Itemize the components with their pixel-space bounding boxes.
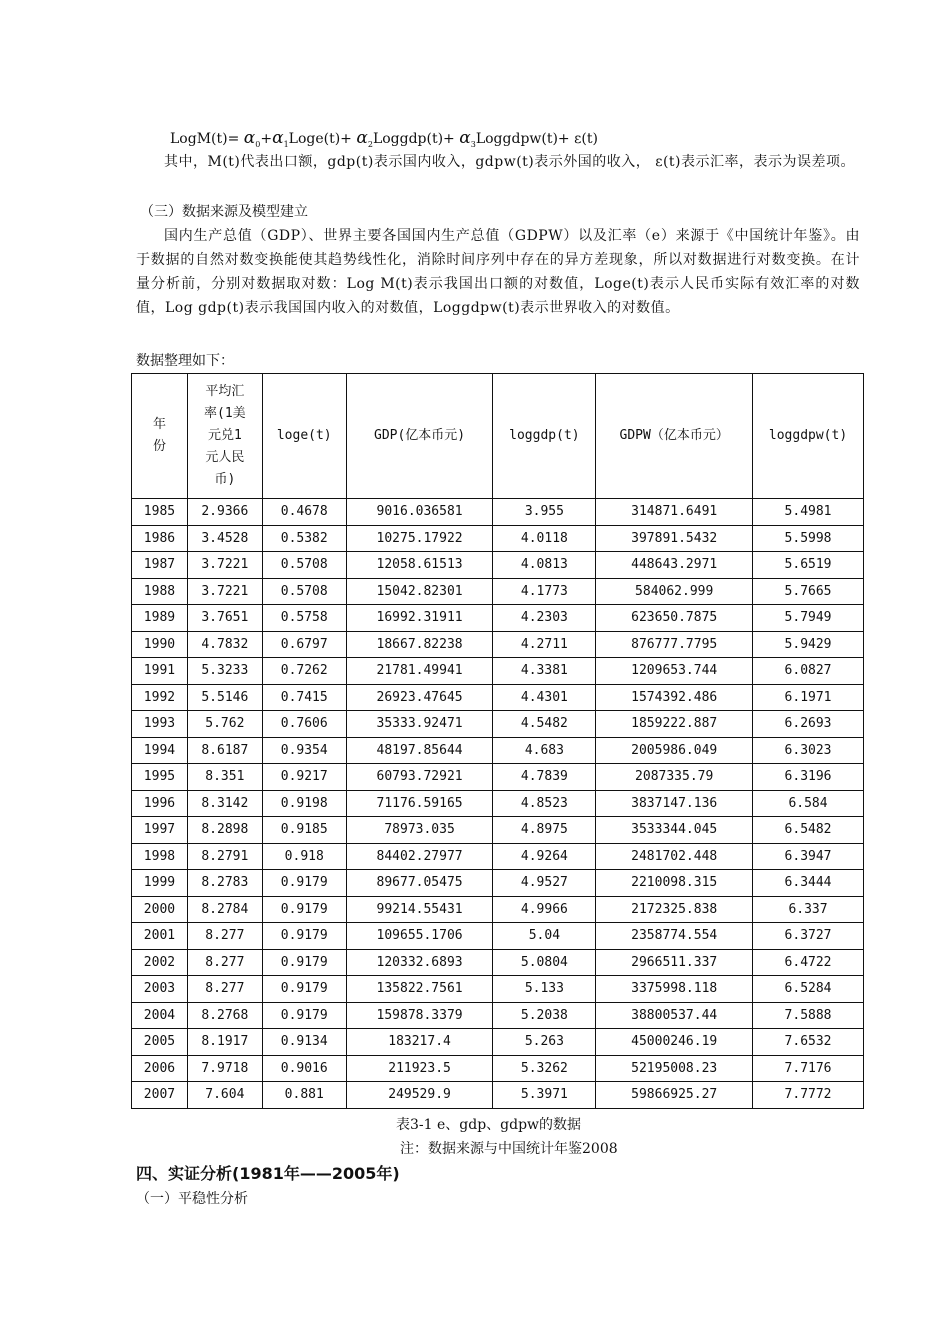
table-cell: 7.7772 <box>753 1082 864 1109</box>
table-cell: 5.7949 <box>753 605 864 632</box>
table-cell: 397891.5432 <box>596 525 753 552</box>
table-cell: 8.2784 <box>187 896 262 923</box>
table-cell: 6.3444 <box>753 870 864 897</box>
table-row <box>132 976 864 1003</box>
data-intro: 数据整理如下： <box>136 353 234 369</box>
table-cell: 2005 <box>132 1029 188 1056</box>
table-cell: 1986 <box>132 525 188 552</box>
table-cell: 1993 <box>132 711 188 738</box>
table-cell: 2004 <box>132 1002 188 1029</box>
table-cell: 6.3196 <box>753 764 864 791</box>
table-cell: 5.7665 <box>753 578 864 605</box>
table-cell: 876777.7795 <box>596 631 753 658</box>
table-note: 注：数据来源与中国统计年鉴2008 <box>400 1141 618 1157</box>
table-cell: 0.7415 <box>262 684 346 711</box>
equation-term-1: Loge(t)+ <box>288 131 357 147</box>
table-row <box>132 578 864 605</box>
table-cell: 3.7651 <box>187 605 262 632</box>
table-cell: 0.9354 <box>262 737 346 764</box>
table-cell: 0.918 <box>262 843 346 870</box>
table-cell: 109655.1706 <box>346 923 493 950</box>
table-cell: 6.584 <box>753 790 864 817</box>
table-cell: 1209653.744 <box>596 658 753 685</box>
table-cell: 7.5888 <box>753 1002 864 1029</box>
table-cell: 5.04 <box>493 923 596 950</box>
table-cell: 1994 <box>132 737 188 764</box>
table-cell: 15042.82301 <box>346 578 493 605</box>
table-cell: 5.133 <box>493 976 596 1003</box>
equation-term-2: Loggdp(t)+ <box>372 131 460 147</box>
table-cell: 9016.036581 <box>346 499 493 526</box>
table-cell: 0.5382 <box>262 525 346 552</box>
table-cell: 584062.999 <box>596 578 753 605</box>
table-cell: 6.3727 <box>753 923 864 950</box>
table-cell: 0.9179 <box>262 896 346 923</box>
table-cell: 0.9198 <box>262 790 346 817</box>
paragraph-data-source: 国内生产总值（GDP）、世界主要各国国内生产总值（GDPW）以及汇率（e）来源于《中国统计年鉴》。由于数据的自然对数变换能使其趋势线性化，消除时间序列中存在的异方差现象，所以对数据进行对数变换。在计量分析前，分别对数据取对数：Log M(t)表示我国出口额的对数值，Loge(t)表示人民币实际有效汇率的对数值，Log gdp(t)表示我国国内收入的对数值，Loggdpw(t)表示世界收入的对数值。 <box>136 228 860 316</box>
table-cell: 0.9179 <box>262 976 346 1003</box>
table-cell: 7.9718 <box>187 1055 262 1082</box>
table-cell: 2966511.337 <box>596 949 753 976</box>
table-cell: 8.2898 <box>187 817 262 844</box>
table-cell: 1985 <box>132 499 188 526</box>
table-cell: 89677.05475 <box>346 870 493 897</box>
table-cell: 18667.82238 <box>346 631 493 658</box>
table-cell: 5.5146 <box>187 684 262 711</box>
table-cell: 8.6187 <box>187 737 262 764</box>
table-cell: 8.277 <box>187 923 262 950</box>
table-cell: 2481702.448 <box>596 843 753 870</box>
table-cell: 2001 <box>132 923 188 950</box>
table-cell: 52195008.23 <box>596 1055 753 1082</box>
table-row <box>132 896 864 923</box>
column-header-1: 平均汇 率(1美 元兑1 元人民 币) <box>187 374 262 499</box>
table-row <box>132 1029 864 1056</box>
table-cell: 35333.92471 <box>346 711 493 738</box>
table-cell: 1997 <box>132 817 188 844</box>
table-cell: 1992 <box>132 684 188 711</box>
table-cell: 135822.7561 <box>346 976 493 1003</box>
table-cell: 120332.6893 <box>346 949 493 976</box>
table-cell: 3.955 <box>493 499 596 526</box>
table-row <box>132 631 864 658</box>
table-row <box>132 1082 864 1109</box>
table-cell: 7.6532 <box>753 1029 864 1056</box>
table-row <box>132 923 864 950</box>
table-cell: 623650.7875 <box>596 605 753 632</box>
table-cell: 2002 <box>132 949 188 976</box>
equation-term-0: + <box>260 131 273 147</box>
table-row <box>132 870 864 897</box>
column-header-2: loge(t) <box>262 374 346 499</box>
table-cell: 1988 <box>132 578 188 605</box>
table-cell: 5.9429 <box>753 631 864 658</box>
table-cell: 8.3142 <box>187 790 262 817</box>
table-cell: 5.762 <box>187 711 262 738</box>
subsection-heading-stationarity: （一）平稳性分析 <box>136 1191 248 1207</box>
table-cell: 0.5708 <box>262 578 346 605</box>
table-cell: 6.337 <box>753 896 864 923</box>
table-cell: 21781.49941 <box>346 658 493 685</box>
table-cell: 2210098.315 <box>596 870 753 897</box>
table-row <box>132 764 864 791</box>
table-cell: 48197.85644 <box>346 737 493 764</box>
table-cell: 8.1917 <box>187 1029 262 1056</box>
table-cell: 4.8975 <box>493 817 596 844</box>
table-cell: 59866925.27 <box>596 1082 753 1109</box>
table-cell: 60793.72921 <box>346 764 493 791</box>
table-cell: 2007 <box>132 1082 188 1109</box>
table-row <box>132 737 864 764</box>
table-cell: 0.4678 <box>262 499 346 526</box>
table-cell: 5.5998 <box>753 525 864 552</box>
table-cell: 0.6797 <box>262 631 346 658</box>
table-cell: 4.8523 <box>493 790 596 817</box>
subscript-3: 3 <box>470 139 476 149</box>
equation-lhs: LogM(t)= <box>170 131 240 147</box>
alpha-1: α <box>272 128 284 148</box>
table-cell: 1574392.486 <box>596 684 753 711</box>
table-cell: 5.3971 <box>493 1082 596 1109</box>
table-cell: 5.263 <box>493 1029 596 1056</box>
table-cell: 2.9366 <box>187 499 262 526</box>
table-cell: 5.4981 <box>753 499 864 526</box>
table-cell: 8.277 <box>187 976 262 1003</box>
equation-term-3: Loggdpw(t)+ ε(t) <box>475 131 598 147</box>
table-cell: 7.7176 <box>753 1055 864 1082</box>
table-cell: 8.2783 <box>187 870 262 897</box>
alpha-3: α <box>459 128 471 148</box>
table-cell: 183217.4 <box>346 1029 493 1056</box>
column-header-0: 年 份 <box>132 374 188 499</box>
table-cell: 0.7606 <box>262 711 346 738</box>
table-row <box>132 605 864 632</box>
subscript-0: 0 <box>255 139 261 149</box>
table-cell: 2006 <box>132 1055 188 1082</box>
table-cell: 1987 <box>132 552 188 579</box>
table-body <box>132 499 864 1109</box>
table-cell: 0.9217 <box>262 764 346 791</box>
table-row <box>132 658 864 685</box>
table-row <box>132 1055 864 1082</box>
table-cell: 2003 <box>132 976 188 1003</box>
table-row <box>132 499 864 526</box>
table-cell: 5.0804 <box>493 949 596 976</box>
table-cell: 6.0827 <box>753 658 864 685</box>
table-cell: 5.6519 <box>753 552 864 579</box>
table-cell: 2358774.554 <box>596 923 753 950</box>
table-caption: 表3-1 e、gdp、gdpw的数据 <box>396 1117 582 1133</box>
table-cell: 3533344.045 <box>596 817 753 844</box>
table-header-row <box>132 374 864 499</box>
table-cell: 3375998.118 <box>596 976 753 1003</box>
table-row <box>132 552 864 579</box>
column-header-5: GDPW（亿本币元） <box>596 374 753 499</box>
table-row <box>132 949 864 976</box>
table-cell: 71176.59165 <box>346 790 493 817</box>
table-cell: 2005986.049 <box>596 737 753 764</box>
table-cell: 4.7832 <box>187 631 262 658</box>
table-row <box>132 711 864 738</box>
section-heading-data-source: （三）数据来源及模型建立 <box>140 204 308 220</box>
alpha-0: α <box>243 128 256 148</box>
table-cell: 2172325.838 <box>596 896 753 923</box>
table-cell: 6.1971 <box>753 684 864 711</box>
table-cell: 4.4301 <box>493 684 596 711</box>
table-cell: 249529.9 <box>346 1082 493 1109</box>
table-cell: 3.7221 <box>187 552 262 579</box>
subscript-1: 1 <box>283 139 289 149</box>
table-cell: 0.9134 <box>262 1029 346 1056</box>
table-cell: 4.5482 <box>493 711 596 738</box>
table-cell: 4.9966 <box>493 896 596 923</box>
table-cell: 4.9527 <box>493 870 596 897</box>
table-cell: 6.4722 <box>753 949 864 976</box>
table-row <box>132 790 864 817</box>
table-cell: 4.7839 <box>493 764 596 791</box>
table-cell: 8.277 <box>187 949 262 976</box>
table-cell: 7.604 <box>187 1082 262 1109</box>
table-cell: 6.5284 <box>753 976 864 1003</box>
column-header-4: loggdp(t) <box>493 374 596 499</box>
table-cell: 3.4528 <box>187 525 262 552</box>
table-cell: 8.2768 <box>187 1002 262 1029</box>
table-cell: 3837147.136 <box>596 790 753 817</box>
table-cell: 3.7221 <box>187 578 262 605</box>
table-cell: 2087335.79 <box>596 764 753 791</box>
table-cell: 0.9016 <box>262 1055 346 1082</box>
column-header-3: GDP(亿本币元) <box>346 374 493 499</box>
table-cell: 4.1773 <box>493 578 596 605</box>
table-cell: 78973.035 <box>346 817 493 844</box>
table-cell: 211923.5 <box>346 1055 493 1082</box>
table-cell: 1991 <box>132 658 188 685</box>
table-cell: 8.2791 <box>187 843 262 870</box>
table-cell: 5.3262 <box>493 1055 596 1082</box>
table-cell: 0.9179 <box>262 870 346 897</box>
table-row <box>132 843 864 870</box>
table-cell: 6.5482 <box>753 817 864 844</box>
table-cell: 0.5758 <box>262 605 346 632</box>
table-cell: 4.683 <box>493 737 596 764</box>
table-cell: 4.0813 <box>493 552 596 579</box>
subscript-2: 2 <box>367 139 373 149</box>
table-cell: 26923.47645 <box>346 684 493 711</box>
table-cell: 1989 <box>132 605 188 632</box>
table-cell: 99214.55431 <box>346 896 493 923</box>
table-cell: 1999 <box>132 870 188 897</box>
table-cell: 38800537.44 <box>596 1002 753 1029</box>
table-cell: 16992.31911 <box>346 605 493 632</box>
table-cell: 5.3233 <box>187 658 262 685</box>
table-cell: 0.881 <box>262 1082 346 1109</box>
alpha-2: α <box>356 128 368 148</box>
data-table <box>131 373 864 1109</box>
table-row <box>132 1002 864 1029</box>
table-cell: 0.9179 <box>262 1002 346 1029</box>
table-cell: 4.2303 <box>493 605 596 632</box>
table-row <box>132 525 864 552</box>
table-cell: 6.3023 <box>753 737 864 764</box>
table-cell: 0.5708 <box>262 552 346 579</box>
table-cell: 448643.2971 <box>596 552 753 579</box>
table-cell: 6.3947 <box>753 843 864 870</box>
table-cell: 84402.27977 <box>346 843 493 870</box>
column-header-6: loggdpw(t) <box>753 374 864 499</box>
table-cell: 4.9264 <box>493 843 596 870</box>
table-cell: 0.9179 <box>262 949 346 976</box>
table-cell: 0.9179 <box>262 923 346 950</box>
table-cell: 4.2711 <box>493 631 596 658</box>
table-cell: 10275.17922 <box>346 525 493 552</box>
table-cell: 2000 <box>132 896 188 923</box>
table-cell: 5.2038 <box>493 1002 596 1029</box>
table-row <box>132 684 864 711</box>
table-cell: 1995 <box>132 764 188 791</box>
table-cell: 1998 <box>132 843 188 870</box>
table-cell: 1996 <box>132 790 188 817</box>
table-cell: 4.3381 <box>493 658 596 685</box>
table-cell: 1990 <box>132 631 188 658</box>
table-cell: 6.2693 <box>753 711 864 738</box>
table-cell: 314871.6491 <box>596 499 753 526</box>
table-cell: 45000246.19 <box>596 1029 753 1056</box>
table-cell: 8.351 <box>187 764 262 791</box>
table-cell: 1859222.887 <box>596 711 753 738</box>
table-cell: 0.9185 <box>262 817 346 844</box>
table-cell: 159878.3379 <box>346 1002 493 1029</box>
section-heading-empirical: 四、实证分析(1981年——2005年) <box>136 1164 400 1183</box>
table-cell: 4.0118 <box>493 525 596 552</box>
table-cell: 12058.61513 <box>346 552 493 579</box>
table-cell: 0.7262 <box>262 658 346 685</box>
paragraph-variable-definitions: 其中，M(t)代表出口额，gdp(t)表示国内收入，gdpw(t)表示外国的收入， ε(t)表示汇率，表示为误差项。 <box>164 154 855 170</box>
table-row <box>132 817 864 844</box>
